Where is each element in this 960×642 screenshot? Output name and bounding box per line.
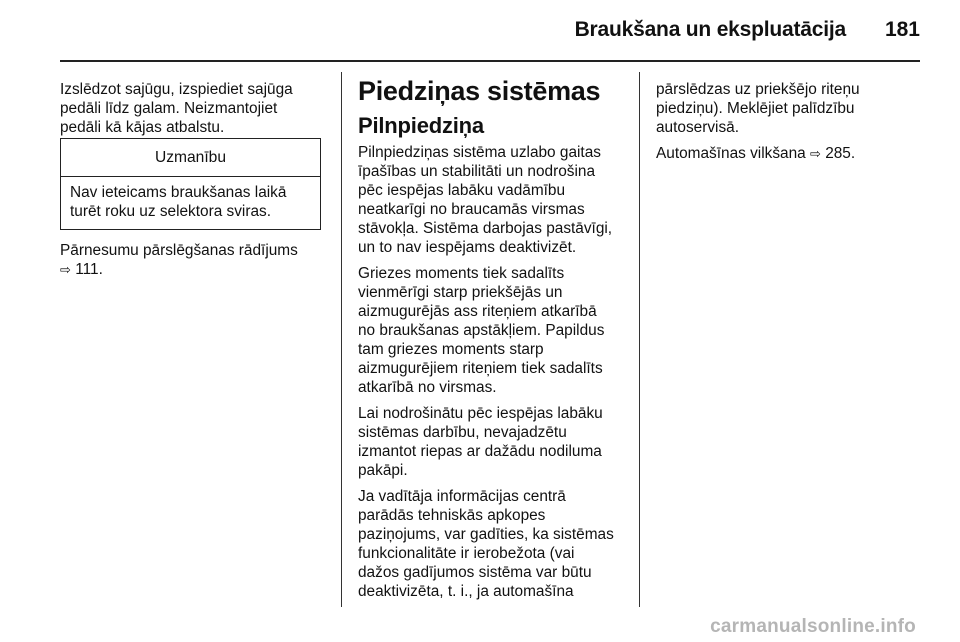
- paragraph: [358, 143, 633, 257]
- text-line: pedāli kā kājas atbalstu.: [60, 119, 225, 136]
- text-line: funkcionalitāte ir ierobežota (vai: [358, 545, 575, 562]
- warning-body: [61, 177, 320, 221]
- text-line: un to nav iespējams deaktivizēt.: [358, 239, 577, 256]
- text-line: atkarībā no virsmas.: [358, 379, 497, 396]
- chapter-title: Braukšana un ekspluatācija: [574, 18, 846, 41]
- text-line: Nav ieteicams braukšanas laikā: [70, 184, 287, 201]
- warning-title: Uzmanību: [61, 139, 320, 177]
- text-line: dažos gadījumos sistēma var būtu: [358, 564, 592, 581]
- text-line: Pilnpiedziņas sistēma uzlabo gaitas: [358, 144, 601, 161]
- arrow-reference-icon: ⇨: [60, 263, 71, 278]
- text-line: stāvokļa. Sistēma darbojas pastāvīgi,: [358, 220, 613, 237]
- paragraph: [358, 264, 633, 397]
- reference-page-link[interactable]: 285.: [825, 145, 856, 162]
- section-heading: Piedziņas sistēmas: [358, 76, 601, 106]
- text-line: piedziņu). Meklējiet palīdzību: [656, 100, 855, 117]
- column-middle: [358, 75, 633, 608]
- text-line: Ja vadītāja informācijas centrā: [358, 488, 566, 505]
- text-line: vienmērīgi starp priekšējās un: [358, 284, 563, 301]
- paragraph: [358, 404, 633, 480]
- reference-page-link[interactable]: 111.: [75, 261, 103, 278]
- text-line: turēt roku uz selektora sviras.: [70, 203, 272, 220]
- text-line: neatkarīgi no braucamās virsmas: [358, 201, 585, 218]
- text-line: aizmugurējiem riteņiem tiek sadalīts: [358, 360, 603, 377]
- text-line: Pārnesumu pārslēgšanas rādījums: [60, 242, 298, 259]
- header-divider: [60, 60, 920, 62]
- text-line: Lai nodrošinātu pēc iespējas labāku: [358, 405, 603, 422]
- column-left: [60, 80, 330, 144]
- column-divider-1: [341, 72, 342, 607]
- text-line: no braukšanas apstākļiem. Papildus: [358, 322, 605, 339]
- warning-box: [60, 138, 321, 230]
- text-line: paziņojums, var gadīties, ka sistēmas: [358, 526, 614, 543]
- page-number: 181: [884, 18, 920, 41]
- text-line: pakāpi.: [358, 462, 408, 479]
- subsection-heading: Pilnpiedziņa: [358, 113, 484, 138]
- text-line: autoservisā.: [656, 119, 739, 136]
- text-line: pedāli līdz galam. Neizmantojiet: [60, 100, 278, 117]
- column-right: [656, 80, 926, 171]
- text-line: aizmugurējās ass riteņiem atkarībā: [358, 303, 597, 320]
- reference-line: [60, 260, 330, 280]
- text-line: deaktivizēta, t. i., ja automašīna: [358, 583, 574, 600]
- watermark: carmanualsonline.info: [710, 616, 916, 637]
- text-line: sistēmas darbību, nevajadzētu: [358, 424, 567, 441]
- text-line: Griezes moments tiek sadalīts: [358, 265, 565, 282]
- column-divider-2: [639, 72, 640, 607]
- towing-label: Automašīnas vilkšana: [656, 145, 806, 162]
- text-line: pārslēdzas uz priekšējo riteņu: [656, 81, 860, 98]
- shift-indicator-reference: [60, 241, 330, 280]
- paragraph: [656, 80, 926, 137]
- text-line: izmantot riepas ar dažādu nodiluma: [358, 443, 602, 460]
- text-line: parādās tehniskās apkopes: [358, 507, 546, 524]
- paragraph: [358, 487, 633, 601]
- text-line: Izslēdzot sajūgu, izspiediet sajūga: [60, 81, 293, 98]
- arrow-reference-icon: ⇨: [810, 147, 821, 162]
- text-line: īpašības un stabilitāti un nodrošina: [358, 163, 595, 180]
- text-line: tam griezes moments starp: [358, 341, 544, 358]
- towing-reference: [656, 144, 926, 164]
- text-line: pēc iespējas labāku vadāmību: [358, 182, 566, 199]
- clutch-paragraph: [60, 80, 330, 137]
